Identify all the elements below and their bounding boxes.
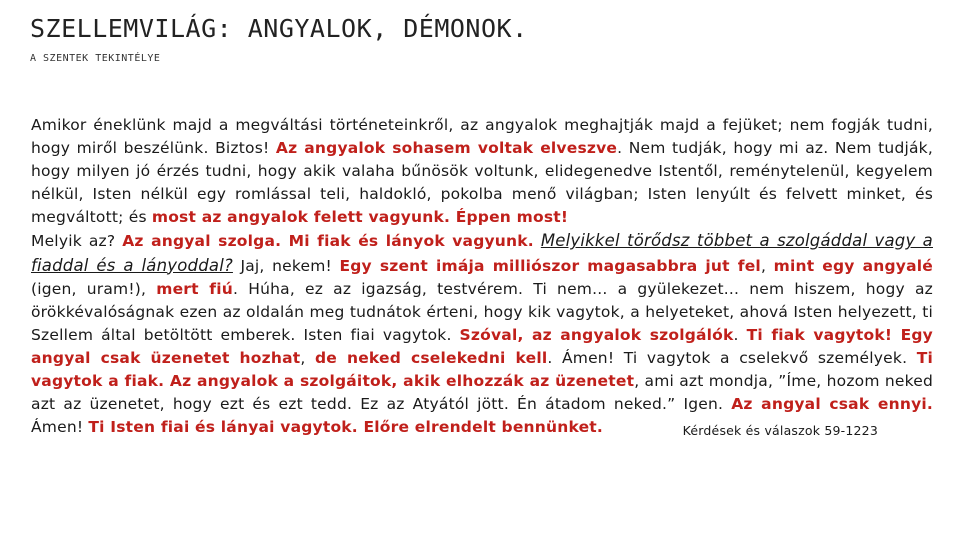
text-segment: . Ámen! Ti vagytok a cselekvő személyek. [547, 348, 917, 367]
emphasis-segment: Ti vagytok a fiak. Az angyalok a szolgáitok, akik elhozzák az üzenetet [31, 348, 933, 391]
emphasis-segment: Ti fiak vagytok! Egy angyal csak üzenetet hozhat [31, 325, 933, 367]
text-segment [534, 232, 541, 250]
text-segment: . [733, 325, 747, 344]
text-segment: , [760, 256, 774, 275]
slide-title: SZELLEMVILÁG: ANGYALOK, DÉMONOK. [30, 14, 528, 43]
slide-subtitle: A SZENTEK TEKINTÉLYE [30, 53, 161, 64]
text-segment: . Húha, ez az igazság, testvérem. Ti nem... a gyülekezet... nem hiszem, hogy az örökkévalóságnak ezen az oldalán meg tudnátok érteni, hogy kik vagytok, a helyeteket, ahová Isten helyezett, ti Szellem által betöltött emberek. Isten fiai vagytok. [31, 279, 933, 344]
emphasis-segment: Egy szent imája milliószor magasabbra jut fel [339, 256, 761, 275]
emphasis-segment: de neked cselekedni kell [315, 348, 548, 367]
emphasis-segment: Az angyal szolga. Mi fiak és lányok vagyunk. [122, 232, 534, 251]
text-segment: Ámen! [31, 418, 89, 437]
text-segment: , [300, 348, 315, 367]
emphasis-segment: Az angyal csak ennyi. [731, 395, 933, 414]
emphasis-segment: mint egy angyalé [773, 256, 933, 275]
emphasis-segment: Ti Isten fiai és lányai vagytok. Előre elrendelt bennünket. [88, 418, 603, 437]
text-segment: Amikor éneklünk majd a megváltási történeteinkről, az angyalok meghajtják majd a fejüket; nem fogják tudni, hogy miről beszélünk. Biztos! [31, 116, 933, 158]
text-segment: Melyik az? [31, 232, 123, 251]
emphasis-segment: most az angyalok felett vagyunk. Éppen most! [151, 208, 569, 227]
text-segment: Jaj, nekem! [232, 256, 340, 275]
emphasis-segment: mert fiú [156, 279, 233, 298]
quote-paragraph [31, 114, 933, 442]
italic-question: Melyikkel törődsz többet a szolgáddal vagy a fiaddal és a lányoddal? [31, 231, 933, 275]
emphasis-segment: Az angyalok sohasem voltak elveszve [275, 139, 618, 158]
text-segment: (igen, uram!), [31, 279, 157, 298]
source-citation: Kérdések és válaszok 59-1223 [682, 423, 878, 439]
emphasis-segment: Szóval, az angyalok szolgálók [459, 325, 734, 344]
text-segment: . Nem tudják, hogy mi az. Nem tudják, hogy milyen jó érzés tudni, hogy akik valaha bűnösök voltunk, elidegenedve Istentől, reménytelenül, kegyelem nélkül, Isten nélkül egy romlással teli, haldokló, pokolba menő világban; Isten lenyúlt és felvett minket, és megváltott; és [31, 139, 933, 227]
text-segment: , ami azt mondja, ”Íme, hozom neked azt az üzenetet, hogy ezt és ezt tedd. Ez az Atyától jött. Én átadom neked.” Igen. [31, 372, 934, 414]
